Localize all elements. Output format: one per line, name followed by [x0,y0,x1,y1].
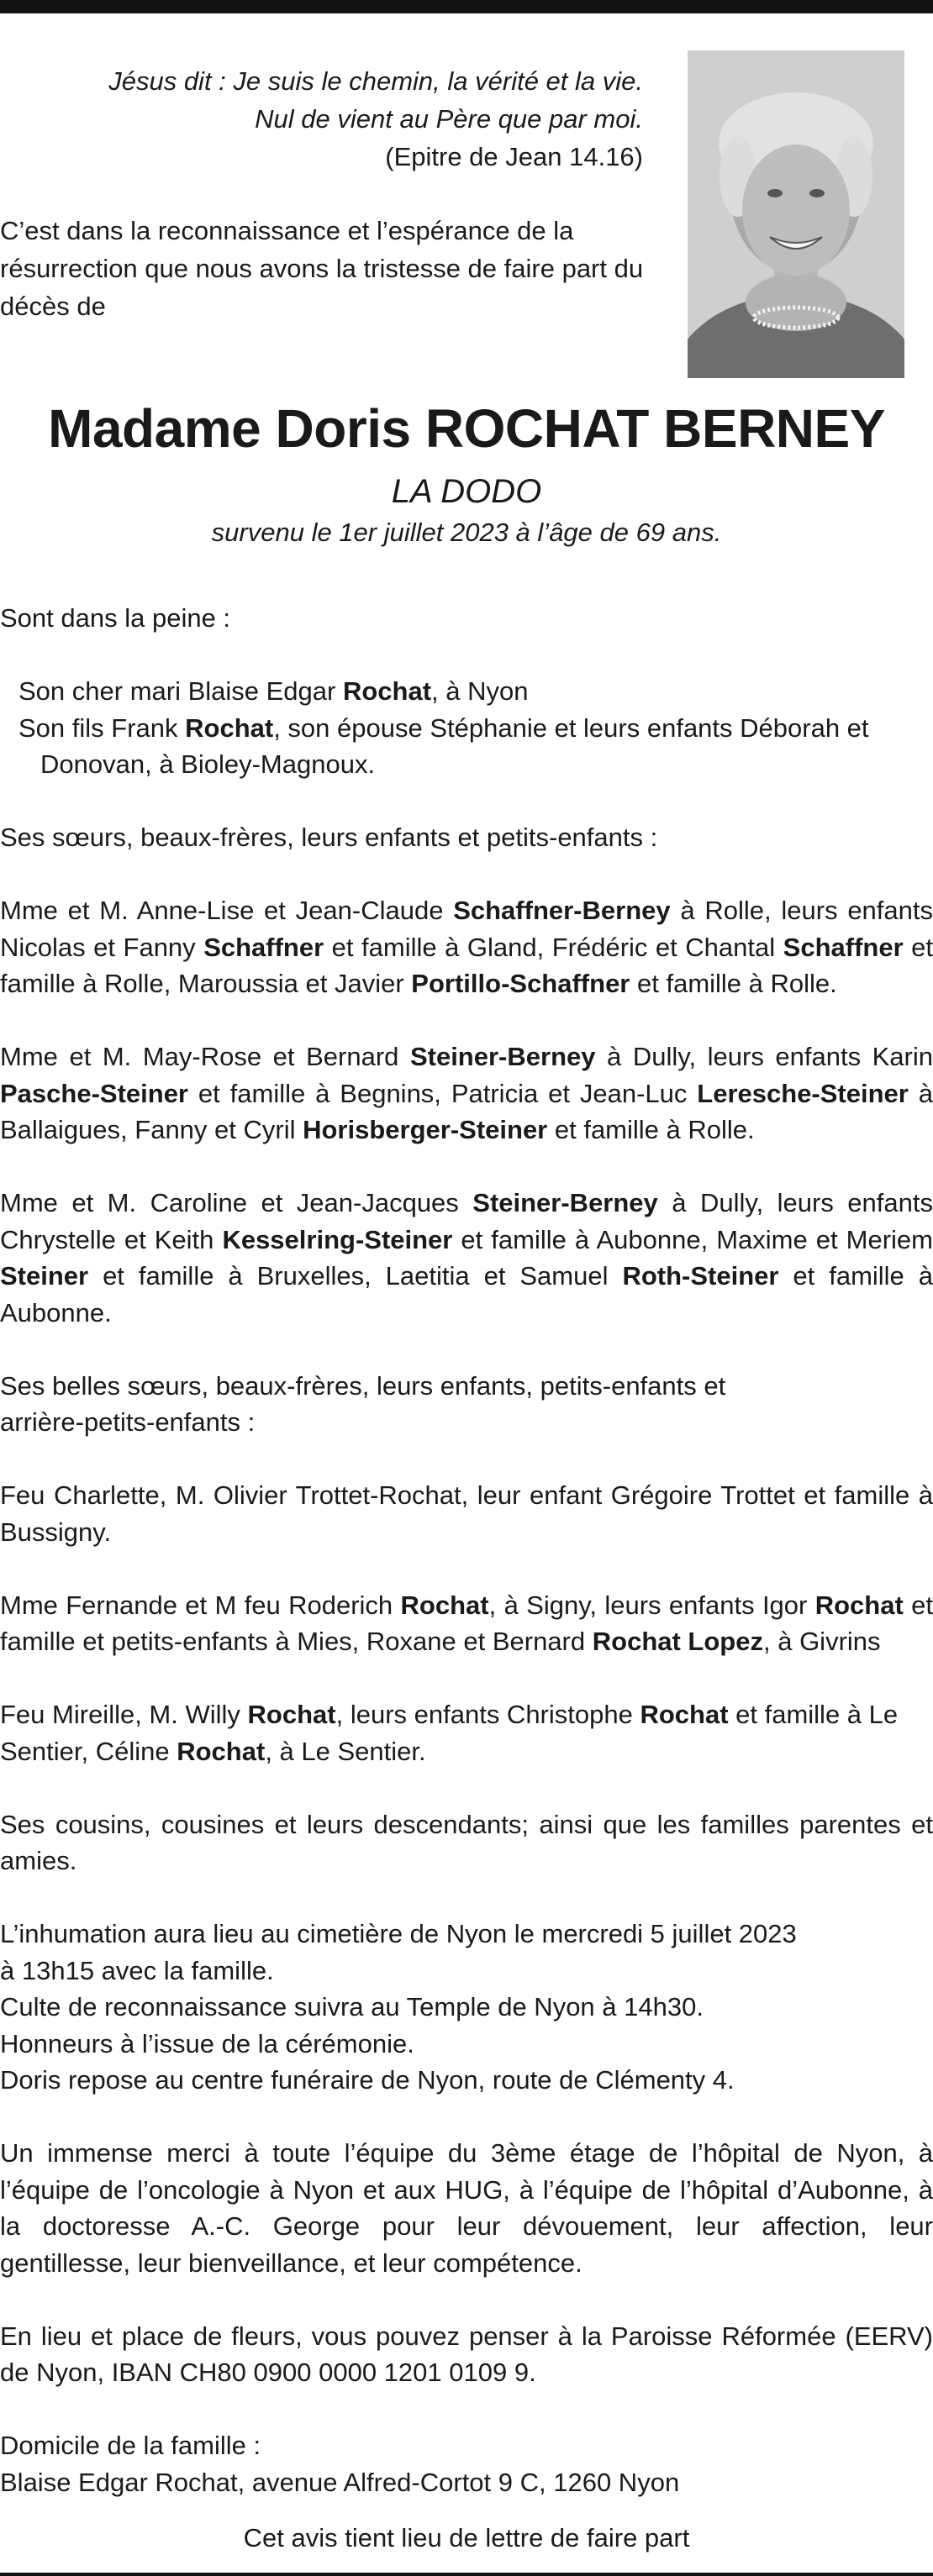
siblings-intro: Ses sœurs, beaux-frères, leurs enfants et petits-enfants : [0,823,658,852]
flowers-donation: En lieu et place de fleurs, vous pouvez penser à la Paroisse Réformée (EERV) de Nyon, IBAN CH80 0900 0000 1201 0109 9. [0,2321,933,2387]
sibling-family-1: Mme et M. Anne-Lise et Jean-Claude Schaffner-Berney à Rolle, leurs enfants Nicolas et Fanny Schaffner et famille à Gland, Frédéric et Chantal Schaffner et famille à Rolle, Maroussia et Javier Portillo-Schaffner et famille à Rolle. [0,896,933,998]
quote-line: Jésus dit : Je suis le chemin, la vérité et la vie. [108,66,643,96]
thanks-paragraph: Un immense merci à toute l’équipe du 3ème étage de l’hôpital de Nyon, à l’équipe de l’oncologie à Nyon et aux HUG, à l’équipe de l’hôpital d’Aubonne, à la doctoresse A.-C. George pour leur dévouement, leur affection, leur gentillesse, leur bienveillance, et leur compétence. [0,2138,933,2278]
notice-body [0,600,933,2537]
top-border [0,0,933,13]
sibling-family-3: Mme et M. Caroline et Jean-Jacques Steiner-Berney à Dully, leurs enfants Chrystelle et Keith Kesselring-Steiner et famille à Aubonne, Maxime et Meriem Steiner et famille à Bruxelles, Laetitia et Samuel Roth-Steiner et famille à Aubonne. [0,1188,933,1327]
inlaw-family-1: Feu Charlette, M. Olivier Trottet-Rochat, leur enfant Grégoire Trottet et famille à Bussigny. [0,1480,933,1547]
mourners-intro: Sont dans la peine : [0,603,231,633]
family-husband: Son cher mari Blaise Edgar Rochat, à Nyon [18,676,529,706]
ceremony-line: L’inhumation aura lieu au cimetière de Nyon le mercredi 5 juillet 2023 [0,1919,797,1948]
inlaw-family-3: Feu Mireille, M. Willy Rochat, leurs enfants Christophe Rochat et famille à Le Sentier, Céline Rochat, à Le Sentier. [0,1700,899,1766]
family-domicile [0,2427,933,2500]
domicile-label: Domicile de la famille : [0,2431,261,2460]
domicile-address: Blaise Edgar Rochat, avenue Alfred-Cortot 9 C, 1260 Nyon [0,2467,680,2497]
ceremony-details [0,1916,933,2099]
ceremony-line: Culte de reconnaissance suivra au Temple de Nyon à 14h30. [0,1992,704,2021]
family-son: Son fils Frank Rochat, son épouse Stéphanie et leurs enfants Déborah et Donovan, à Bioley-Magnoux. [18,712,869,779]
inlaw-family-2: Mme Fernande et M feu Roderich Rochat, à Signy, leurs enfants Igor Rochat et famille et petits-enfants à Mies, Roxane et Bernard Rochat Lopez, à Givrins [0,1590,933,1656]
closing-note: Cet avis tient lieu de lettre de faire part [243,2523,690,2552]
quote-reference: (Epitre de Jean 14.16) [385,142,643,171]
death-date-line: survenu le 1er juillet 2023 à l’âge de 69 ans. [211,518,722,547]
cousins-line: Ses cousins, cousines et leurs descendants; ainsi que les familles parentes et amies. [0,1809,933,1875]
portrait-photo [688,50,904,378]
bottom-border [0,2573,933,2576]
deceased-name: Madame Doris ROCHAT BERNEY [48,398,885,459]
portrait-illustration [688,50,904,378]
inlaws-intro: Ses belles sœurs, beaux-frères, leurs enfants, petits-enfants et arrière-petits-enfants : [0,1370,726,1437]
deceased-nickname: LA DODO [391,473,542,510]
ceremony-line: Doris repose au centre funéraire de Nyon, route de Clémenty 4. [0,2065,735,2095]
sibling-family-2: Mme et M. May-Rose et Bernard Steiner-Berney à Dully, leurs enfants Karin Pasche-Steiner et famille à Begnins, Patricia et Jean-Luc Leresche-Steiner à Ballaigues, Fanny et Cyril Horisberger-Steiner et famille à Rolle. [0,1042,933,1144]
quote-line: Nul de vient au Père que par moi. [255,104,643,134]
ceremony-line: à 13h15 avec la famille. [0,1955,274,1985]
announcement-intro: C’est dans la reconnaissance et l’espérance de la résurrection que nous avons la tristesse de faire part du décès de [0,216,644,321]
bible-quote [55,62,643,176]
notice-header [0,25,933,361]
ceremony-line: Honneurs à l’issue de la cérémonie. [0,2028,414,2058]
